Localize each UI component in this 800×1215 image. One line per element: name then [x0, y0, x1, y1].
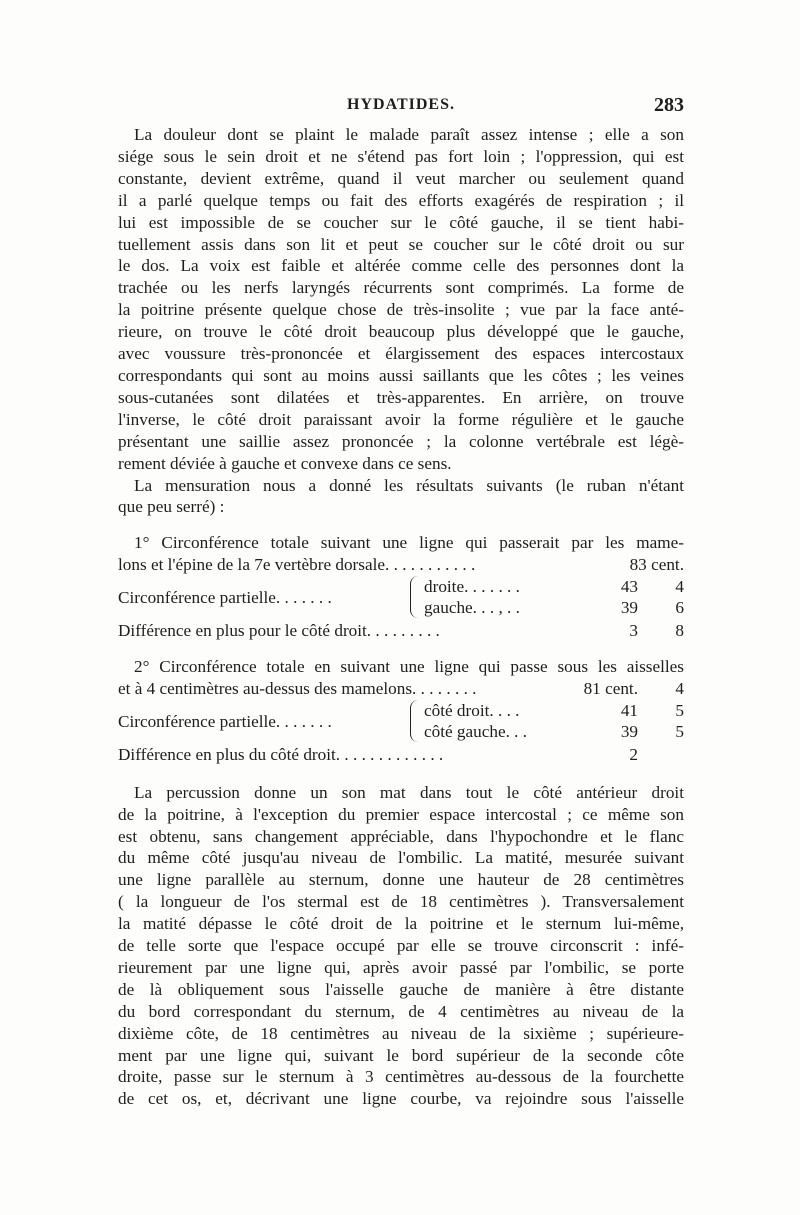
right-value-cm: 41 — [620, 700, 638, 720]
total-value-mm: 4 — [675, 678, 684, 698]
brace — [410, 700, 419, 742]
partial-circumference-2 — [118, 700, 684, 744]
text-line: du même côté jusqu'au niveau de l'ombilic. La matité, mesurée suivant — [118, 848, 684, 868]
measurement-block-2 — [118, 656, 684, 766]
difference-value-cm: 2 — [629, 744, 638, 764]
right-value-mm: 4 — [675, 577, 684, 597]
left-value-cm: 39 — [620, 721, 638, 741]
measurement-block-1 — [118, 532, 684, 642]
measurement-heading: 2° Circonférence totale en suivant une ligne qui passe sous les aisselles — [134, 657, 684, 676]
text-line: ( la longueur de l'os stermal est de 18 centimètres ). Transversalement — [118, 892, 684, 912]
left-side-label: côté gauche. . . — [424, 721, 528, 741]
partial-label: Circonférence partielle. . . . . . . — [118, 588, 332, 608]
right-side-label: droite. . . . . . . — [424, 577, 520, 597]
left-value-cm: 39 — [620, 598, 638, 618]
page-body — [118, 124, 684, 1110]
text-line: une ligne parallèle au sternum, donne une hauteur de 28 centimètres — [118, 870, 684, 890]
difference-value-mm: 8 — [675, 621, 684, 641]
text-line: que peu serré) : — [118, 497, 225, 517]
right-value-cm: 43 — [620, 577, 638, 597]
text-line: constante, devient extrême, quand il veut marcher ou seulement quand — [118, 168, 684, 188]
text-line: droite, passe sur le sternum à 3 centimètres au-dessous de la fourchette — [118, 1067, 684, 1087]
text-line: de cet os, et, décrivant une ligne courbe, va rejoindre sous l'aisselle — [118, 1089, 684, 1109]
difference-value-cm: 3 — [629, 621, 638, 641]
left-side-label: gauche. . . , . . — [424, 598, 520, 618]
text-line: présentant une saillie assez prononcée ; la colonne vertébrale est légè- — [118, 431, 684, 451]
running-title: HYDATIDES. — [347, 96, 455, 113]
text-line: lui est impossible de se coucher sur le côté gauche, il se tient habi- — [118, 212, 684, 232]
text-line: ment par une ligne qui, suivant le bord supérieur de la seconde côte — [118, 1045, 684, 1065]
page-number: 283 — [654, 94, 684, 116]
text-line: rieurement par une ligne qui, après avoir passé par l'ombilic, se porte — [118, 957, 684, 977]
text-line: rieure, on trouve le côté droit beaucoup plus développé que le gauche, — [118, 322, 684, 342]
left-value-mm: 5 — [675, 721, 684, 741]
page-header — [118, 96, 684, 120]
text-line: rement déviée à gauche et convexe dans ce sens. — [118, 453, 452, 473]
text-line: le dos. La voix est faible et altérée comme celle des personnes dont la — [118, 256, 684, 276]
difference-label: Différence en plus pour le côté droit. . . . . . . . . — [118, 621, 440, 641]
text-line: de là obliquement sous l'aisselle gauche de manière à être distante — [118, 979, 684, 999]
text-line: du bord correspondant du sternum, de 4 centimètres au niveau de la — [118, 1001, 684, 1021]
text-line: trachée ou les nerfs laryngés récurrents sont comprimés. La forme de — [118, 278, 684, 298]
paragraph-symptoms — [118, 124, 684, 475]
total-value: 81 cent. — [583, 678, 638, 698]
paragraph-measurement-intro — [118, 475, 684, 519]
text-line: La percussion donne un son mat dans tout le côté antérieur droit — [134, 782, 684, 802]
text-line: de la poitrine, à l'exception du premier espace intercostal ; ce même son — [118, 804, 684, 824]
text-line: siége sous le sein droit et ne s'étend pas fort loin ; l'oppression, qui est — [118, 146, 684, 166]
paragraph-percussion — [118, 782, 684, 1111]
left-value-mm: 6 — [675, 598, 684, 618]
total-value: 83 cent. — [629, 555, 684, 575]
text-line: la poitrine présente quelque chose de très-insolite ; vue par la face anté- — [118, 300, 684, 320]
text-line: la matité dépasse le côté droit de la poitrine et le sternum lui-même, — [118, 914, 684, 934]
text-line: sous-cutanées sont dilatées et très-apparentes. En arrière, on trouve — [118, 387, 684, 407]
text-line: correspondants qui sont au moins aussi saillants que les côtes ; les veines — [118, 365, 684, 385]
text-line: est obtenu, sans changement appréciable, dans l'hypochondre et le flanc — [118, 826, 684, 846]
text-line: dixième côte, de 18 centimètres au niveau de la sixième ; supérieure- — [118, 1023, 684, 1043]
text-line: il a parlé quelque temps ou fait des efforts exagérés de respiration ; il — [118, 190, 684, 210]
text-line: avec voussure très-prononcée et élargissement des espaces intercostaux — [118, 344, 684, 364]
text-line: de telle sorte que l'espace occupé par elle se trouve circonscrit : infé- — [118, 936, 684, 956]
text-line: tuellement assis dans son lit et peut se coucher sur le côté droit ou sur — [118, 234, 684, 254]
partial-circumference-1 — [118, 576, 684, 620]
measurement-heading: 1° Circonférence totale suivant une ligne qui passerait par les mame- — [134, 533, 684, 553]
right-value-mm: 5 — [675, 700, 684, 720]
brace — [410, 576, 419, 618]
measurement-line: lons et l'épine de la 7e vertèbre dorsale. . . . . . . . . . . — [118, 555, 476, 575]
right-side-label: côté droit. . . . — [424, 700, 520, 720]
text-line: La mensuration nous a donné les résultats suivants (le ruban n'étant — [134, 475, 684, 495]
text-line: l'inverse, le côté droit paraissant avoir la forme régulière et le gauche — [118, 409, 684, 429]
text-line: La douleur dont se plaint le malade paraît assez intense ; elle a son — [134, 125, 684, 144]
partial-label: Circonférence partielle. . . . . . . — [118, 711, 332, 731]
measurement-line: et à 4 centimètres au-dessus des mamelons. . . . . . . . — [118, 678, 477, 698]
difference-label: Différence en plus du côté droit. . . . . . . . . . . . . — [118, 744, 444, 764]
